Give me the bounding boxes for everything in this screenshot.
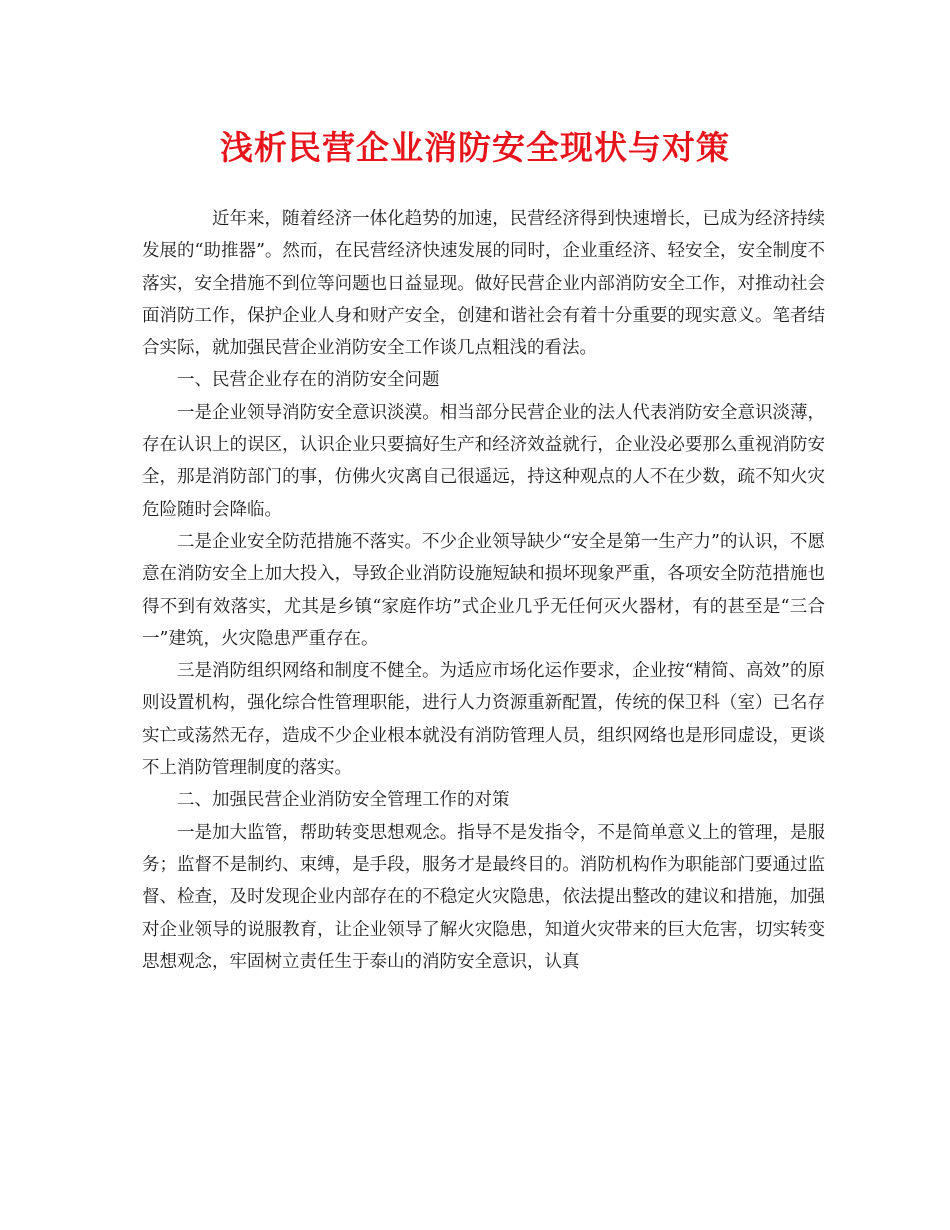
document-title: 浅析民营企业消防安全现状与对策 — [220, 128, 730, 167]
section-heading-problems: 一、民营企业存在的消防安全问题 — [177, 370, 440, 391]
problem-paragraph-3: 三是消防组织网络和制度不健全。为适应市场化运作要求，企业按“精简、高效”的原则设置机构，强化综合性管理职能，进行人力资源重新配置，传统的保卫科（室）已名存实亡或荡然无存，造成不少企业根本就没有消防管理人员，组织网络也是形同虚设，更谈不上消防管理制度的落实。 — [142, 661, 825, 779]
countermeasure-paragraph-1: 一是加大监管，帮助转变思想观念。指导不是发指令，不是简单意义上的管理，是服务；监督不是制约、束缚，是手段，服务才是最终目的。消防机构作为职能部门要通过监督、检查，及时发现企业内部存在的不稳定火灾隐患，依法提出整改的建议和措施，加强对企业领导的说服教育，让企业领导了解火灾隐患，知道火灾带来的巨大危害，切实转变思想观念，牢固树立责任生于泰山的消防安全意识，认真 — [142, 822, 825, 972]
problem-paragraph-2: 二是企业安全防范措施不落实。不少企业领导缺少“安全是第一生产力”的认识，不愿意在消防安全上加大投入，导致企业消防设施短缺和损坏现象严重，各项安全防范措施也得不到有效落实，尤其是乡镇“家庭作坊”式企业几乎无任何灭火器材，有的甚至是“三合一”建筑，火灾隐患严重存在。 — [142, 531, 825, 649]
section-heading-countermeasures: 二、加强民营企业消防安全管理工作的对策 — [177, 790, 510, 811]
intro-paragraph: 近年来，随着经济一体化趋势的加速，民营经济得到快速增长，已成为经济持续发展的“助推器”。然而，在民营经济快速发展的同时，企业重经济、轻安全，安全制度不落实，安全措施不到位等问题也日益显现。做好民营企业内部消防安全工作，对推动社会面消防工作，保护企业人身和财产安全，创建和谐社会有着十分重要的现实意义。笔者结合实际，就加强民营企业消防安全工作谈几点粗浅的看法。 — [142, 209, 825, 359]
document-body — [142, 203, 825, 978]
problem-paragraph-1: 一是企业领导消防安全意识淡漠。相当部分民营企业的法人代表消防安全意识淡薄，存在认识上的误区，认识企业只要搞好生产和经济效益就行，企业没必要那么重视消防安全，那是消防部门的事，仿佛火灾离自己很遥远，持这种观点的人不在少数，疏不知火灾危险随时会降临。 — [142, 402, 825, 520]
